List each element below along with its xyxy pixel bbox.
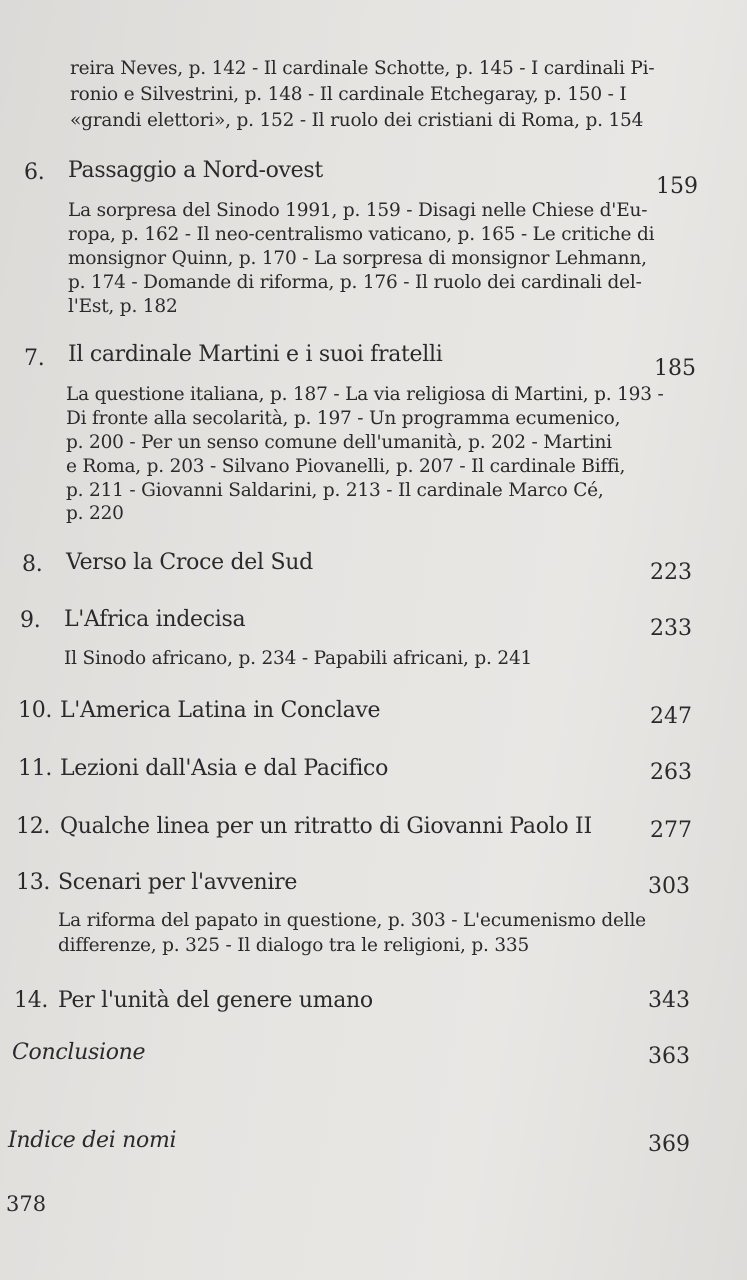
chapter-number: 7. xyxy=(24,346,45,371)
chapter-summary-line: La riforma del papato in questione, p. 303 - L'ecumenismo delle xyxy=(58,910,646,931)
chapter-title: Passaggio a Nord-ovest xyxy=(68,158,323,183)
chapter-title: L'America Latina in Conclave xyxy=(60,698,381,723)
chapter-summary-line: La sorpresa del Sinodo 1991, p. 159 - Disagi nelle Chiese d'Eu- xyxy=(68,200,648,221)
chapter-page: 303 xyxy=(648,874,690,899)
chapter-summary-line: Di fronte alla secolarità, p. 197 - Un programma ecumenico, xyxy=(66,408,621,429)
chapter-number: 14. xyxy=(14,988,49,1013)
chapter-summary-line: monsignor Quinn, p. 170 - La sorpresa di monsignor Lehmann, xyxy=(68,248,647,269)
chapter-summary-line: e Roma, p. 203 - Silvano Piovanelli, p. 207 - Il cardinale Biffi, xyxy=(66,456,626,477)
chapter-number: 9. xyxy=(20,608,41,633)
chapter-number: 6. xyxy=(24,160,45,185)
backmatter-page: 363 xyxy=(648,1044,690,1069)
chapter-summary-line: Il Sinodo africano, p. 234 - Papabili africani, p. 241 xyxy=(64,648,533,669)
chapter-summary-line: p. 220 xyxy=(66,503,124,524)
backmatter-page: 369 xyxy=(648,1132,690,1157)
chapter-number: 10. xyxy=(18,698,53,723)
chapter-number: 12. xyxy=(16,814,51,839)
chapter-title: Qualche linea per un ritratto di Giovanni Paolo II xyxy=(60,814,592,839)
chapter-title: Lezioni dall'Asia e dal Pacifico xyxy=(60,756,389,781)
chapter-page: 185 xyxy=(654,356,696,381)
chapter-summary-line: l'Est, p. 182 xyxy=(68,296,178,317)
chapter-summary-line: differenze, p. 325 - Il dialogo tra le religioni, p. 335 xyxy=(58,935,530,956)
chapter-page: 159 xyxy=(656,174,698,199)
chapter-number: 13. xyxy=(16,870,51,895)
chapter-title: Verso la Croce del Sud xyxy=(66,550,313,575)
chapter-page: 223 xyxy=(650,560,692,585)
chapter-number: 8. xyxy=(22,552,43,577)
chapter-page: 263 xyxy=(650,760,692,785)
chapter-summary-line: p. 174 - Domande di riforma, p. 176 - Il ruolo dei cardinali del- xyxy=(68,272,642,293)
chapter-summary-line: La questione italiana, p. 187 - La via religiosa di Martini, p. 193 - xyxy=(66,384,664,405)
chapter-title: Scenari per l'avvenire xyxy=(58,870,298,895)
chapter-page: 343 xyxy=(648,988,690,1013)
backmatter-title: Indice dei nomi xyxy=(8,1128,177,1153)
continued-summary-line: «grandi elettori», p. 152 - Il ruolo dei cristiani di Roma, p. 154 xyxy=(70,110,644,131)
chapter-summary-line: ropa, p. 162 - Il neo-centralismo vaticano, p. 165 - Le critiche di xyxy=(68,224,655,245)
chapter-title: Il cardinale Martini e i suoi fratelli xyxy=(68,342,443,367)
backmatter-title: Conclusione xyxy=(12,1040,146,1065)
chapter-summary-line: p. 211 - Giovanni Saldarini, p. 213 - Il cardinale Marco Cé, xyxy=(66,480,604,501)
continued-summary-line: reira Neves, p. 142 - Il cardinale Schotte, p. 145 - I cardinali Pi- xyxy=(70,58,655,79)
chapter-page: 233 xyxy=(650,616,692,641)
chapter-title: L'Africa indecisa xyxy=(64,607,246,632)
chapter-title: Per l'unità del genere umano xyxy=(58,988,373,1013)
continued-summary-line: ronio e Silvestrini, p. 148 - Il cardinale Etchegaray, p. 150 - I xyxy=(70,84,627,105)
chapter-page: 247 xyxy=(650,704,692,729)
chapter-page: 277 xyxy=(650,818,692,843)
chapter-summary-line: p. 200 - Per un senso comune dell'umanità, p. 202 - Martini xyxy=(66,432,612,453)
page-number: 378 xyxy=(6,1192,47,1216)
chapter-number: 11. xyxy=(18,756,53,781)
